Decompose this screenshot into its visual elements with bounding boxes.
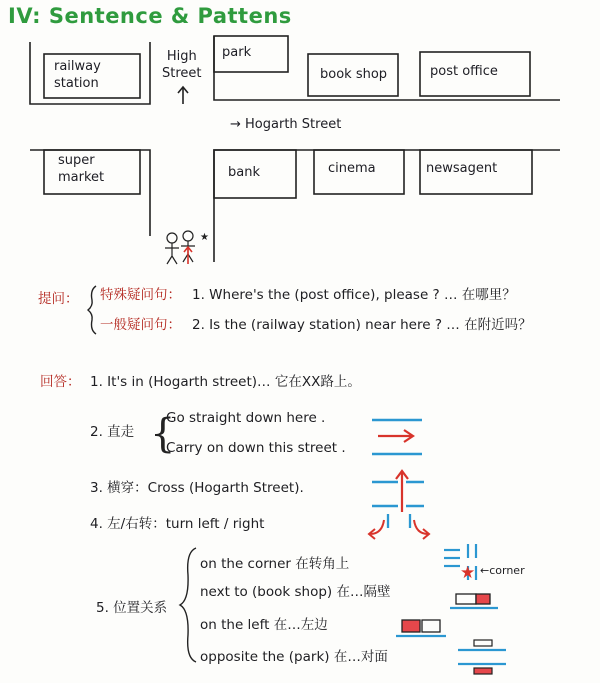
answer-5-line-1: on the corner 在转角上: [200, 556, 350, 572]
special-question-sentence: 1. Where's the (post office), please ? … 在哪里？: [192, 287, 516, 303]
svg-text:★: ★: [460, 563, 476, 583]
answer-1: 1. It's in (Hogarth street)… 它在XX路上。: [90, 374, 361, 390]
supermarket-label: super market: [58, 153, 105, 185]
opposite-symbol: [458, 640, 506, 674]
cross-symbol: [372, 471, 424, 512]
general-question-sentence: 2. Is the (railway station) near here ? … 在附近吗？: [192, 317, 532, 333]
hogarth-street-label: → Hogarth Street: [230, 117, 342, 132]
block-bottom-right: [214, 150, 560, 262]
answer-4: 4. 左/右转：turn left / right: [90, 516, 265, 532]
next-to-symbol: [450, 594, 498, 608]
cinema-label: cinema: [328, 161, 376, 176]
page-title: IV: Sentence & Pattens: [8, 4, 292, 28]
corner-note: ←corner: [480, 564, 525, 577]
answer-3: 3. 横穿：Cross (Hogarth Street).: [90, 480, 304, 496]
answer-5-line-2: next to (book shop) 在…隔壁: [200, 584, 391, 600]
answer-5-line-3: on the left 在…左边: [200, 617, 328, 633]
park-label: park: [222, 45, 252, 60]
bank-label: bank: [228, 165, 260, 180]
people-icon: [165, 231, 195, 264]
newsagent-label: newsagent: [426, 161, 498, 176]
answer-5-line-4: opposite the (park) 在…对面: [200, 649, 388, 665]
corner-symbol: [444, 544, 476, 583]
answer-2-line-1: Go straight down here .: [166, 410, 326, 426]
special-question-type: 特殊疑问句：: [100, 287, 181, 303]
svg-text:★: ★: [200, 232, 209, 243]
book-shop-label: book shop: [320, 67, 388, 82]
answers-label: 回答：: [40, 374, 81, 390]
railway-station-label: railway station: [54, 59, 101, 91]
turn-symbol: [369, 514, 429, 539]
up-arrow: [178, 87, 188, 104]
general-question-type: 一般疑问句：: [100, 317, 181, 333]
on-the-left-symbol: [396, 620, 446, 636]
post-office-label: post office: [430, 64, 498, 79]
answer-2-label: 2. 直走: [90, 424, 135, 440]
answer-2-line-2: Carry on down this street .: [166, 440, 346, 456]
straight-symbol: [372, 420, 422, 454]
high-street-label: High Street: [162, 49, 202, 81]
answer-2-brace: {: [150, 411, 176, 457]
questions-label: 提问：: [38, 291, 79, 307]
answer-5-label: 5. 位置关系: [96, 600, 168, 616]
